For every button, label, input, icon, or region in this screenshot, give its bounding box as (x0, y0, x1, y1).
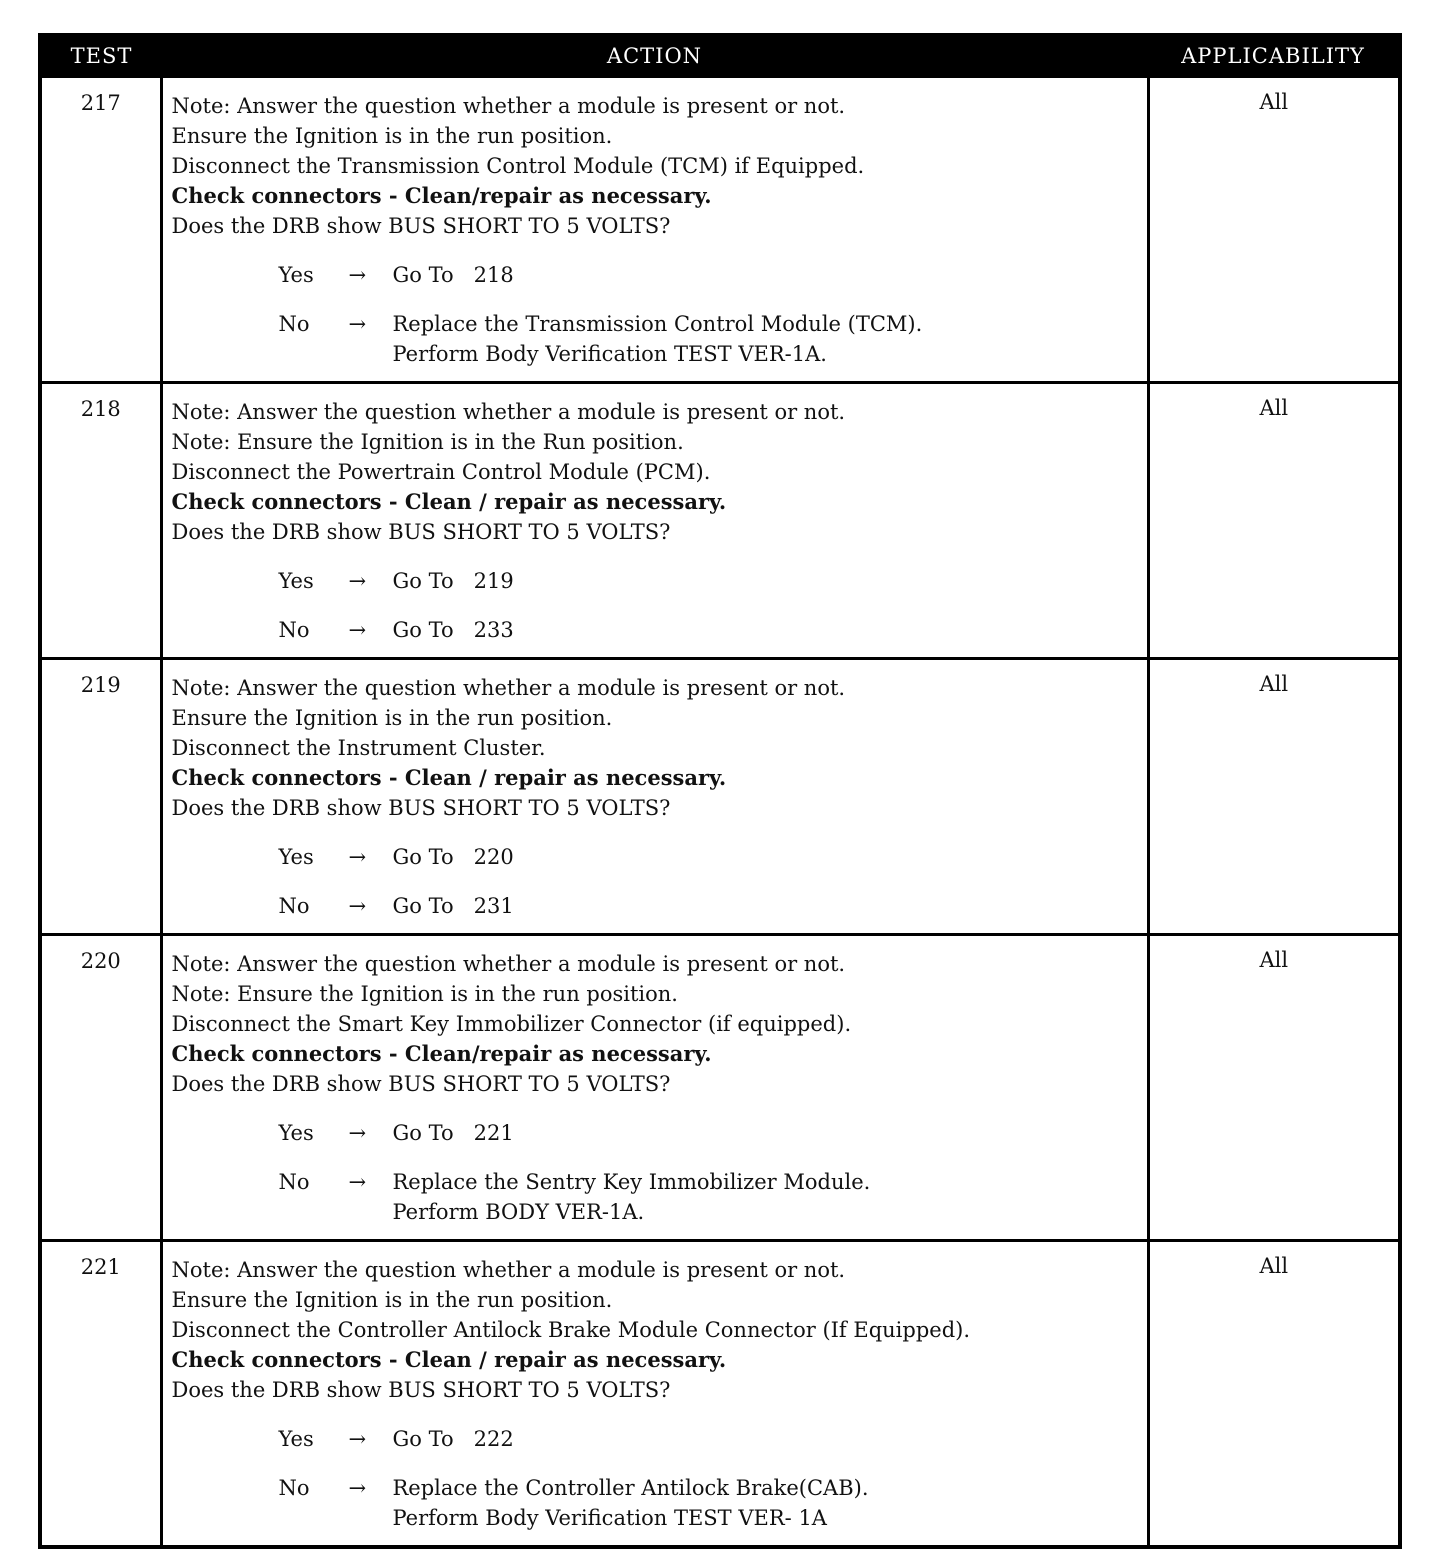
branch-answer: Yes (278, 1121, 314, 1145)
instruction-line: Ensure the Ignition is in the run position. (171, 1288, 613, 1312)
branch-yes (172, 842, 1147, 872)
test-number: 217 (42, 77, 161, 383)
arrow-icon: → (348, 845, 367, 869)
table-row (42, 77, 1398, 383)
arrow-icon: → (348, 569, 367, 593)
test-number: 220 (42, 935, 161, 1241)
branch-result-line: Replace the Transmission Control Module (TCM). (392, 312, 923, 336)
branch-result-line: Go To 221 (392, 1121, 514, 1145)
instruction-line: Note: Answer the question whether a module is present or not. (171, 952, 846, 976)
branch-result (393, 566, 514, 596)
instruction-line: Note: Answer the question whether a module is present or not. (171, 676, 846, 700)
instruction-line: Does the DRB show BUS SHORT TO 5 VOLTS? (171, 520, 671, 544)
branch-result-line: Go To 219 (392, 569, 514, 593)
instruction-line: Ensure the Ignition is in the run position. (171, 706, 613, 730)
instruction-line: Does the DRB show BUS SHORT TO 5 VOLTS? (171, 1072, 671, 1096)
arrow-icon: → (348, 263, 367, 287)
column-header-test: TEST (42, 37, 161, 77)
branch-yes (172, 260, 1147, 290)
branch-no (172, 309, 1147, 369)
branch-answer: Yes (278, 1427, 314, 1451)
branch-result (393, 842, 514, 872)
table-row (42, 383, 1398, 659)
action-cell (161, 383, 1148, 659)
table-row (42, 935, 1398, 1241)
arrow-icon: → (348, 312, 367, 336)
branch-answer: No (278, 618, 310, 642)
branch-answer: Yes (278, 569, 314, 593)
instruction-line-bold: Check connectors - Clean / repair as necessary. (171, 765, 727, 790)
instruction-line: Note: Answer the question whether a module is present or not. (171, 1258, 846, 1282)
branch-result-line: Perform Body Verification TEST VER-1A. (392, 342, 827, 366)
branch-result-line: Go To 233 (392, 618, 514, 642)
instruction-line-bold: Check connectors - Clean / repair as necessary. (171, 1347, 727, 1372)
table-header-row (42, 37, 1398, 77)
branch-result (393, 260, 514, 290)
table-body (42, 77, 1398, 1546)
branch-result (393, 891, 514, 921)
instruction-line: Disconnect the Smart Key Immobilizer Connector (if equipped). (171, 1012, 852, 1036)
branch-list (172, 1118, 1147, 1227)
action-cell (161, 1241, 1148, 1546)
branch-yes (172, 566, 1147, 596)
instruction-line: Disconnect the Controller Antilock Brake Module Connector (If Equipped). (171, 1318, 971, 1342)
instruction-line-bold: Check connectors - Clean/repair as necessary. (171, 183, 712, 208)
table-row (42, 659, 1398, 935)
instruction-line: Disconnect the Powertrain Control Module (PCM). (171, 460, 711, 484)
arrow-icon: → (348, 1427, 367, 1451)
action-cell (161, 659, 1148, 935)
branch-result-line: Go To 231 (392, 894, 514, 918)
applicability-value: All (1148, 77, 1398, 383)
branch-no (172, 891, 1147, 921)
branch-result-line: Replace the Controller Antilock Brake(CAB). (392, 1476, 869, 1500)
applicability-value: All (1148, 659, 1398, 935)
branch-list (172, 260, 1147, 369)
instruction-line: Disconnect the Instrument Cluster. (171, 736, 546, 760)
branch-result (393, 1118, 514, 1148)
instruction-line: Note: Answer the question whether a module is present or not. (171, 94, 846, 118)
applicability-value: All (1148, 935, 1398, 1241)
branch-no (172, 615, 1147, 645)
applicability-value: All (1148, 383, 1398, 659)
instruction-line: Does the DRB show BUS SHORT TO 5 VOLTS? (171, 214, 671, 238)
instruction-line-bold: Check connectors - Clean / repair as necessary. (171, 489, 727, 514)
branch-answer: No (278, 894, 310, 918)
branch-no (172, 1167, 1147, 1227)
branch-yes (172, 1118, 1147, 1148)
instruction-line-bold: Check connectors - Clean/repair as necessary. (171, 1041, 712, 1066)
branch-answer: No (278, 312, 310, 336)
branch-result-line: Go To 222 (392, 1427, 514, 1451)
branch-result-line: Replace the Sentry Key Immobilizer Module. (392, 1170, 871, 1194)
column-header-applicability: APPLICABILITY (1148, 37, 1398, 77)
instruction-line: Ensure the Ignition is in the run position. (171, 124, 613, 148)
column-header-action: ACTION (161, 37, 1148, 77)
branch-yes (172, 1424, 1147, 1454)
branch-answer: No (278, 1476, 310, 1500)
branch-result (393, 1473, 869, 1533)
branch-result-line: Go To 220 (392, 845, 514, 869)
arrow-icon: → (348, 1121, 367, 1145)
branch-result (393, 1424, 514, 1454)
instruction-line: Note: Ensure the Ignition is in the Run position. (171, 430, 684, 454)
diagnostic-test-table (38, 33, 1402, 1549)
instruction-line: Disconnect the Transmission Control Module (TCM) if Equipped. (171, 154, 865, 178)
action-cell (161, 77, 1148, 383)
branch-answer: Yes (278, 845, 314, 869)
branch-result (393, 615, 514, 645)
branch-no (172, 1473, 1147, 1533)
branch-result-line: Perform BODY VER-1A. (392, 1200, 645, 1224)
branch-result (393, 309, 923, 369)
branch-answer: No (278, 1170, 310, 1194)
branch-result-line: Go To 218 (392, 263, 514, 287)
test-number: 221 (42, 1241, 161, 1546)
test-number: 218 (42, 383, 161, 659)
test-number: 219 (42, 659, 161, 935)
applicability-value: All (1148, 1241, 1398, 1546)
instruction-line: Does the DRB show BUS SHORT TO 5 VOLTS? (171, 796, 671, 820)
arrow-icon: → (348, 618, 367, 642)
branch-list (172, 1424, 1147, 1533)
action-cell (161, 935, 1148, 1241)
arrow-icon: → (348, 1476, 367, 1500)
branch-list (172, 842, 1147, 921)
instruction-line: Note: Answer the question whether a module is present or not. (171, 400, 846, 424)
branch-result-line: Perform Body Verification TEST VER- 1A (392, 1506, 827, 1530)
instruction-line: Note: Ensure the Ignition is in the run position. (171, 982, 678, 1006)
branch-list (172, 566, 1147, 645)
instruction-line: Does the DRB show BUS SHORT TO 5 VOLTS? (171, 1378, 671, 1402)
branch-answer: Yes (278, 263, 314, 287)
table-row (42, 1241, 1398, 1546)
arrow-icon: → (348, 894, 367, 918)
branch-result (393, 1167, 871, 1227)
arrow-icon: → (348, 1170, 367, 1194)
